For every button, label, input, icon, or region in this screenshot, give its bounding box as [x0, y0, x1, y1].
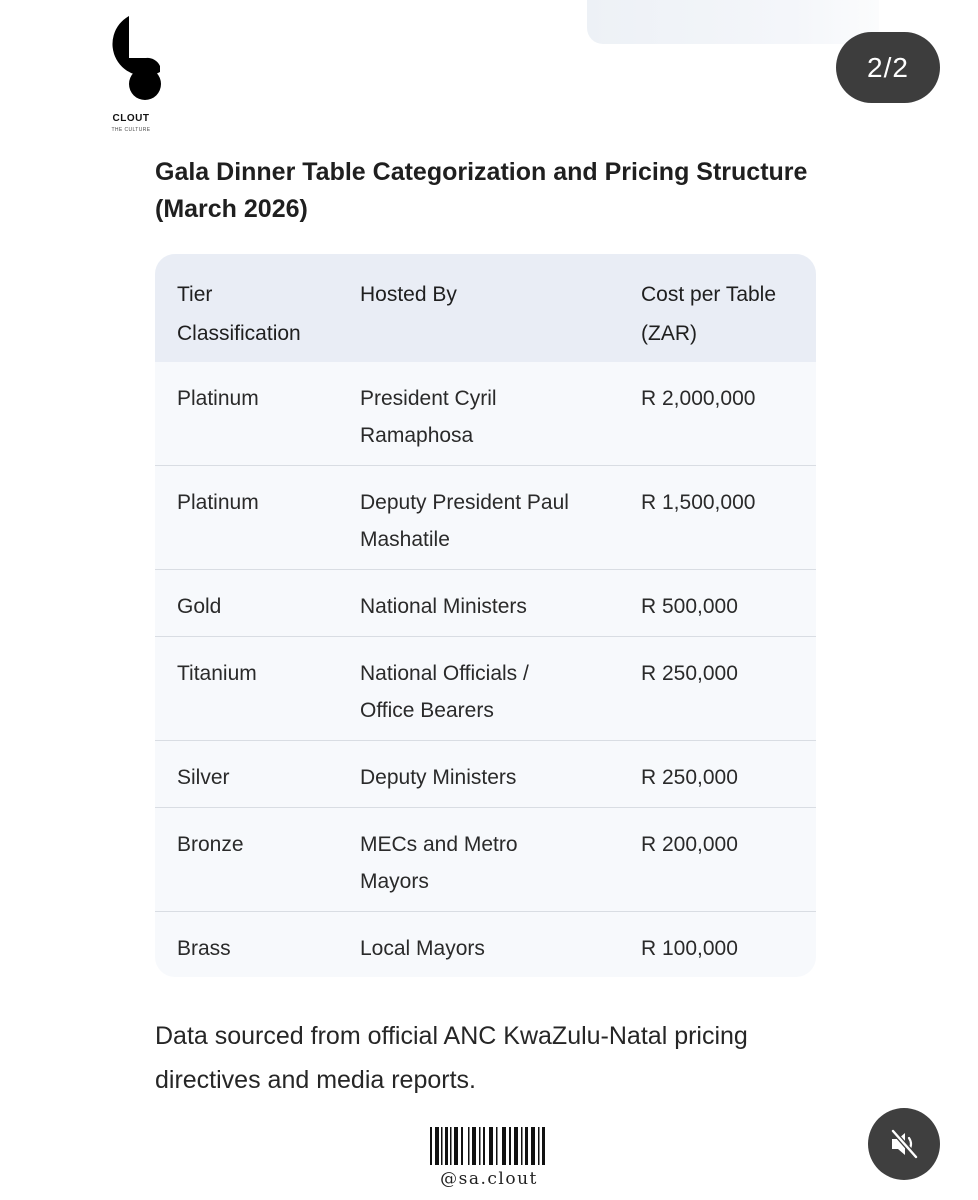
cell-host: Deputy Ministers [360, 766, 517, 789]
cell-host: Deputy President Paul Mashatile [360, 491, 569, 551]
cell-tier: Silver [177, 766, 230, 789]
cell-tier: Brass [177, 937, 231, 960]
barcode-watermark [428, 1127, 548, 1197]
table-row [155, 362, 816, 466]
cell-cost: R 250,000 [641, 662, 738, 685]
cell-host: National Ministers [360, 595, 527, 618]
clout-logo-mark-icon [96, 14, 166, 109]
header-cost-per-table: Cost per Table (ZAR) [641, 283, 777, 345]
footnote-line-1: Data sourced from official ANC KwaZulu-Natal pricing [155, 1022, 748, 1050]
table-row [155, 808, 816, 912]
cell-cost: R 200,000 [641, 833, 738, 856]
cell-tier: Platinum [177, 387, 259, 410]
cell-host: President Cyril Ramaphosa [360, 387, 497, 447]
cell-host: MECs and Metro Mayors [360, 833, 518, 893]
table-row [155, 912, 816, 977]
watermark-handle: @sa.clout [440, 1169, 538, 1189]
table-row [155, 570, 816, 637]
page-counter-text: 2/2 [867, 51, 909, 83]
page-title [155, 154, 875, 228]
mute-toggle-button[interactable] [868, 1108, 940, 1180]
title-line-1: Gala Dinner Table Categorization and Pricing Structure [155, 158, 808, 186]
table-row [155, 466, 816, 570]
cell-tier: Gold [177, 595, 222, 618]
cell-cost: R 1,500,000 [641, 491, 756, 514]
cell-cost: R 100,000 [641, 937, 738, 960]
cell-host: National Officials / Office Bearers [360, 662, 529, 722]
page-counter-badge [836, 32, 940, 103]
previous-card-edge [587, 0, 879, 44]
barcode-icon [428, 1127, 550, 1167]
cell-tier: Platinum [177, 491, 259, 514]
header-tier-classification: Tier Classification [177, 283, 301, 345]
cell-host: Local Mayors [360, 937, 485, 960]
table-row [155, 741, 816, 808]
cell-tier: Titanium [177, 662, 257, 685]
cell-cost: R 500,000 [641, 595, 738, 618]
cell-cost: R 2,000,000 [641, 387, 756, 410]
header-hosted-by: Hosted By [360, 283, 457, 306]
source-footnote [155, 1014, 855, 1102]
speaker-muted-icon [886, 1126, 922, 1162]
clout-logo [96, 14, 176, 138]
title-line-2: (March 2026) [155, 195, 308, 223]
table-row [155, 637, 816, 741]
logo-tagline-text: THE CULTURE [111, 127, 151, 133]
cell-tier: Bronze [177, 833, 244, 856]
pricing-table [155, 254, 816, 977]
cell-cost: R 250,000 [641, 766, 738, 789]
table-header-row [155, 254, 816, 362]
footnote-line-2: directives and media reports. [155, 1066, 476, 1094]
logo-brand-text: CLOUT [112, 113, 150, 124]
